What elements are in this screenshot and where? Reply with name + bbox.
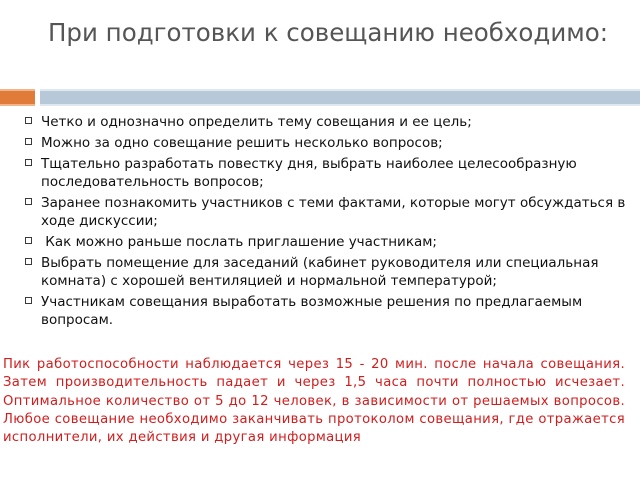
bullet-item (0, 194, 630, 230)
accent-bar-blue (40, 89, 640, 106)
square-bullet-icon (25, 258, 32, 265)
bullet-text: Заранее познакомить участников с теми фактами, которые могут обсуждаться в ходе дискуссии; (41, 195, 626, 229)
square-bullet-icon (25, 237, 32, 244)
bullet-item (0, 113, 630, 131)
bullet-item (0, 134, 630, 152)
bullet-text: Выбрать помещение для заседаний (кабинет руководителя или специальная комната) с хорошей вентиляцией и нормальной температурой; (41, 255, 599, 289)
square-bullet-icon (25, 138, 32, 145)
bullet-item (0, 254, 630, 290)
square-bullet-icon (25, 117, 32, 124)
bullet-item (0, 233, 630, 251)
bullet-list (0, 113, 630, 332)
bullet-text: Как можно раньше послать приглашение участникам; (41, 234, 437, 250)
square-bullet-icon (25, 297, 32, 304)
bullet-item (0, 293, 630, 329)
bullet-text: Тщательно разработать повестку дня, выбрать наиболее целесообразную последовательность вопросов; (41, 156, 577, 190)
slide-title: При подготовки к совещанию необходимо: (48, 18, 608, 47)
bullet-text: Можно за одно совещание решить несколько вопросов; (41, 135, 443, 151)
square-bullet-icon (25, 198, 32, 205)
accent-bar-orange (0, 89, 35, 106)
bullet-text: Участникам совещания выработать возможные решения по предлагаемым вопросам. (41, 294, 583, 328)
red-note-paragraph: Пик работоспособности наблюдается через 15 - 20 мин. после начала совещания. Затем производительность падает и через 1,5 часа почти полностью исчезает. Оптимальное количество от 5 до 12 человек, в зависимости от решаемых вопросов. Любое совещание необходимо заканчивать протоколом совещания, где отражается исполнители, их действия и другая информация (3, 357, 625, 446)
bullet-item (0, 155, 630, 191)
square-bullet-icon (25, 159, 32, 166)
bullet-text: Четко и однозначно определить тему совещания и ее цель; (41, 114, 472, 130)
